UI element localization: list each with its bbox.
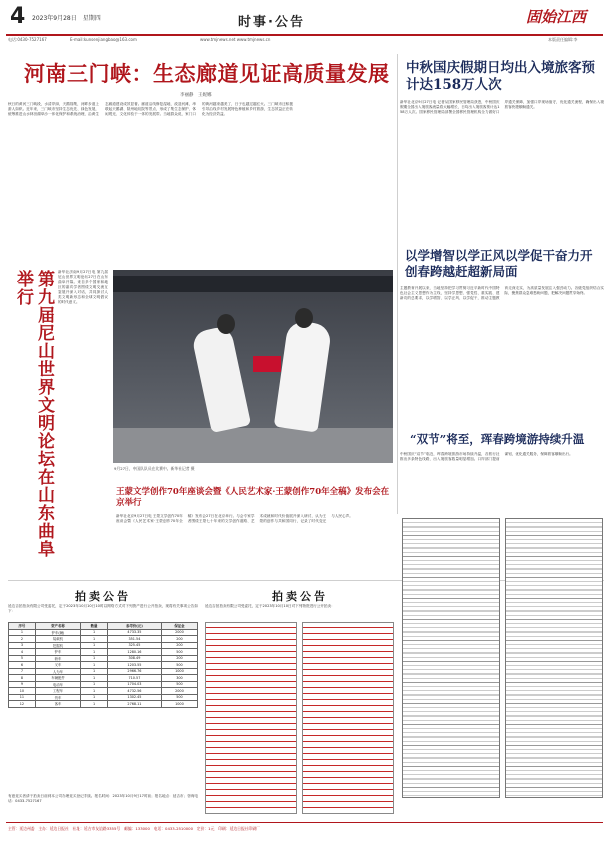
- notice1-cell: 1: [81, 655, 108, 662]
- notice1-col-header: 保证金: [161, 623, 197, 630]
- notice1-cell: 装载机: [35, 636, 80, 643]
- notice1-table-row: [9, 701, 198, 708]
- notice1-cell: 1280.16: [107, 649, 161, 656]
- notice1-footer: 有意竞买者请于拍卖日前到本公司办理竞买登记手续。报名时间：2023年10月9日17时前；报名地点：延吉市；咨询电话：0433-7527167: [8, 794, 198, 803]
- notice1-cell: 5: [9, 655, 36, 662]
- notice1-cell: 铲车(辆): [35, 629, 80, 636]
- notice1-cell: 351.54: [107, 636, 161, 643]
- photo-head-right: [295, 308, 313, 328]
- notice1-cell: 325.45: [107, 642, 161, 649]
- notice1-table: [8, 622, 198, 708]
- notice1-cell: 8: [9, 675, 36, 682]
- notice1-cell: 1000: [161, 668, 197, 675]
- notice1-cell: 4733.35: [107, 629, 161, 636]
- auction-listing-tables: [402, 518, 604, 818]
- notice2-table-left: [205, 622, 297, 814]
- footer-rule: [6, 822, 603, 823]
- notice1-cell: 500: [161, 649, 197, 656]
- notice1-cell: 2: [9, 636, 36, 643]
- auction-notice-1: [8, 588, 198, 818]
- notice1-title: 拍卖公告: [75, 590, 131, 603]
- notice1-cell: 挖掘机: [35, 642, 80, 649]
- notice1-cell: 1: [81, 662, 108, 669]
- photo-banner: [113, 276, 393, 292]
- notice1-cell: 4732.56: [107, 688, 161, 695]
- photo-fencer-left: [191, 325, 251, 433]
- notice1-cell: 铲车: [35, 649, 80, 656]
- notice1-cell: 1: [81, 675, 108, 682]
- notice1-col-header: 数量: [81, 623, 108, 630]
- article1-byline: 李丽静 王妮娜: [180, 93, 212, 98]
- side-article-body-top: 新华社济南9月27日电 第九届尼山世界文明论坛27日在山东曲阜开幕。来自多个国家和地区的嘉宾学者围绕文明交流互鉴展开深入对话，共同探讨人类文明新形态和全球文明倡议的时代意义。: [58, 270, 108, 304]
- notice1-cell: 11: [9, 694, 36, 701]
- section-title: 时事·公告: [238, 15, 305, 30]
- side-article-title: 第九届尼山世界文明论坛在山东曲阜举行: [13, 270, 54, 558]
- notice1-cell: 客车: [35, 701, 80, 708]
- footer-imprint: 主管：延边州委 主办：延边日报社 社址：延吉市友谊路3355号 邮编：133000 电话：0433-2510000 定价：1元 印刷：延边日报社印刷厂: [8, 826, 260, 831]
- date-line: 2023年9月28日 星期四: [32, 15, 101, 22]
- photo-flag: [253, 356, 281, 372]
- notice1-cell: 电动车: [35, 681, 80, 688]
- notice2-intro: 延边吉拍拍卖有限公司受委托，定于2023年10月10日对下列物资进行公开拍卖：: [205, 604, 335, 608]
- notice1-cell: 1203.55: [107, 662, 161, 669]
- notice1-cell: 500: [161, 694, 197, 701]
- photo-floor: [113, 428, 393, 463]
- page-number: 4: [10, 4, 26, 29]
- notice1-intro: 延边吉拍拍卖有限公司受委托，定于2023年10月10日10时以网络方式对下列资产进行公开拍卖，现将有关事项公告如下：: [8, 604, 198, 613]
- photo-fencer-right: [274, 319, 333, 432]
- article5-body: 新华社北京9月27日电 王蒙文学创作70年座谈会暨《人民艺术家·王蒙创作70年全稿》发布会27日在北京举行。与会专家学者围绕王蒙七十年来的文学创作道路、艺术成就和时代价值展开深入研讨，认为王蒙的创作与共和国同行，记录了时代变迁与人民心声。: [116, 514, 353, 523]
- notice1-cell: 2000: [161, 688, 197, 695]
- article2-body: 新华社北京9月27日电 记者从国家移民管理局获悉，中秋国庆假期全国出入境旅客流量将大幅增长，日均出入境旅客预计达158万人次。国家移民管理局部署全国移民管理机构全力做好口岸通关保障，加强口岸现场值守，优化通关流程，确保出入境旅客快捷顺畅通关。: [400, 100, 604, 114]
- notice1-cell: 1: [81, 681, 108, 688]
- page-editor: 本版责任编辑:李: [548, 37, 578, 42]
- notice1-cell: 200: [161, 642, 197, 649]
- notice1-cell: 1: [81, 701, 108, 708]
- notice1-cell: 2966.76: [107, 668, 161, 675]
- notice1-cell: 308.49: [107, 655, 161, 662]
- auction-notice-2: [205, 588, 395, 818]
- notice1-cell: 1: [81, 649, 108, 656]
- notice1-cell: 1704.03: [107, 681, 161, 688]
- notice1-cell: 4: [9, 649, 36, 656]
- notice1-cell: 7: [9, 668, 36, 675]
- photo-caption: 9月27日，中国队队员在比赛中。新华社记者 摄: [114, 466, 195, 471]
- listing-table-a: [402, 518, 500, 798]
- contact-phone: 电话:0430-7527167: [8, 37, 47, 42]
- notice1-cell: 6: [9, 662, 36, 669]
- notice2-table-right: [302, 622, 394, 814]
- notice1-cell: 300: [161, 675, 197, 682]
- contact-url: www.tmjnews.net www.tmjnews.cn: [200, 37, 271, 42]
- notice1-cell: 1: [81, 668, 108, 675]
- notice1-cell: 200: [161, 655, 197, 662]
- notice1-col-header: 资产名称: [35, 623, 80, 630]
- notice1-cell: 500: [161, 681, 197, 688]
- notice1-cell: 1: [81, 642, 108, 649]
- photo-head-left: [217, 314, 235, 334]
- masthead: [0, 0, 609, 46]
- notice1-cell: 1: [81, 694, 108, 701]
- notice1-col-header: 序号: [9, 623, 36, 630]
- listing-table-b: [505, 518, 603, 798]
- notice2-title: 拍卖公告: [272, 590, 328, 603]
- article1-body: 秋日的黄河三门峡段，水清岸绿，天鹅翔集，河畔步道上游人如织。近年来，三门峡市坚持生态优先、绿色发展，统筹推进山水林田湖草沙一体化保护和系统治理，沿黄生态廊道建设成效显著。廊道沿线修复湿地、改造河滩，串联起天鹅湖、陕州地坑院等景点，形成了集生态保护、休闲观光、文化体验于一体的发展带。当地群众说，家门口的黄河越来越美了，日子也越过越红火。三门峡市还积极引导沿线乡村发展特色种植和乡村旅游，生态效益正在转化为经济效益。: [8, 102, 293, 116]
- article3-title: 以学增智以学正风以学促干奋力开创春跨越赶超新局面: [405, 248, 593, 279]
- notice1-cell: 1: [81, 629, 108, 636]
- article5-title: 王蒙文学创作70年座谈会暨《人民艺术家·王蒙创作70年全稿》发布会在京举行: [116, 487, 390, 508]
- column-divider: [397, 54, 398, 514]
- article1-title: 河南三门峡：生态廊道见证高质量发展: [24, 61, 390, 86]
- notice1-cell: 轿车: [35, 655, 80, 662]
- masthead-rule: [6, 34, 603, 36]
- notice1-cell: 1000: [161, 701, 197, 708]
- notice1-cell: 10: [9, 688, 36, 695]
- newspaper-logo: 固始江西: [526, 8, 587, 26]
- notice1-cell: 货车: [35, 694, 80, 701]
- notice1-cell: 1: [81, 636, 108, 643]
- notice1-cell: 人为车: [35, 668, 80, 675]
- article4-title: “双节”将至，珲春跨境游持续升温: [410, 432, 585, 446]
- article3-body: 主题教育开展以来，当地坚持把学习贯彻习近平新时代中国特色社会主义思想作为主线，坚持学思想、强党性、重实践、建新功的总要求，以学增智、以学正风、以学促干，推动主题教育走深走实，为高质量发展注入强劲动力。各级党组织结合实际，聚焦群众急难愁盼问题，把解决问题贯穿始终。: [400, 286, 604, 300]
- notice1-cell: 9: [9, 681, 36, 688]
- notice1-cell: 车辆配件: [35, 675, 80, 682]
- notice1-cell: 1302.45: [107, 694, 161, 701]
- notice1-cell: 工程车: [35, 688, 80, 695]
- article4-body: 中秋国庆“双节”临近，珲春跨境旅游市场持续升温，各旅行社推出多条特色线路，出入境旅客数量明显增加。口岸部门提前谋划，优化通关服务，保障旅客顺畅出行。: [400, 452, 573, 461]
- notice1-cell: 3: [9, 642, 36, 649]
- notice1-col-header: 参考价(元): [107, 623, 161, 630]
- notice1-cell: 1: [81, 688, 108, 695]
- notice1-cell: 1: [9, 629, 36, 636]
- notice1-cell: 2768.11: [107, 701, 161, 708]
- notice1-cell: 2000: [161, 629, 197, 636]
- notice1-cell: 200: [161, 636, 197, 643]
- contact-email: E-mail:kunsenjiangbao@163.com: [70, 37, 137, 42]
- notice1-cell: 叉车: [35, 662, 80, 669]
- notice1-cell: 500: [161, 662, 197, 669]
- notice1-cell: 12: [9, 701, 36, 708]
- article2-title: 中秋国庆假期日均出入境旅客预计达158万人次: [406, 60, 595, 93]
- notice1-cell: 710.57: [107, 675, 161, 682]
- news-photo: [113, 270, 393, 463]
